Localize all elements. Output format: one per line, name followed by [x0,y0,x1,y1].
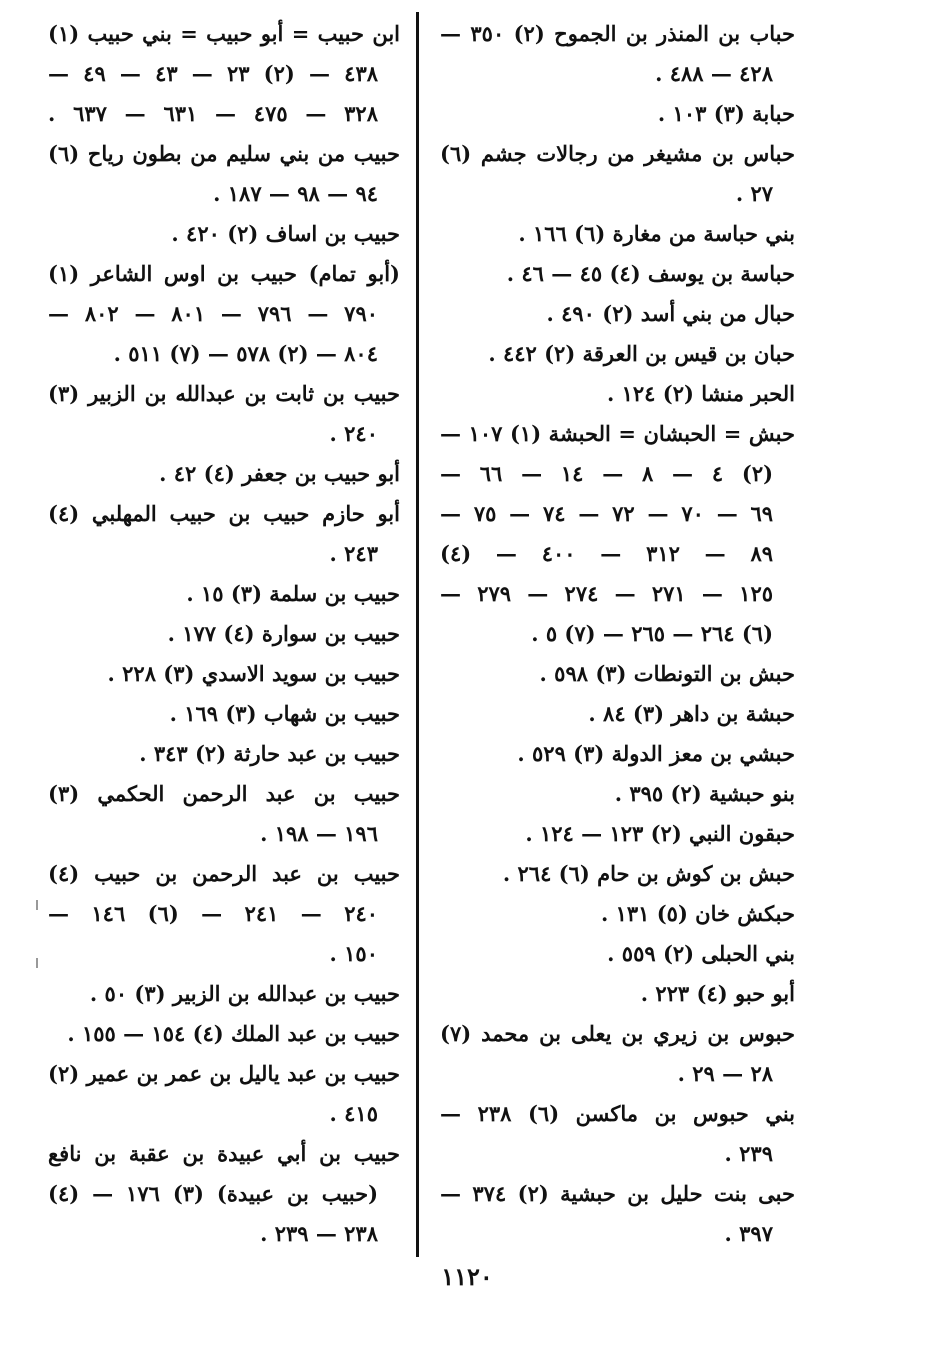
index-entry: حبشة بن داهر (٣) ٨٤ . [588,701,795,726]
index-entry: حباب بن المنذر بن الجموح (٢) ٣٥٠ — [440,21,795,46]
index-entry-continuation: ٦٩ — ٧٠ — ٧٢ — ٧٤ — ٧٥ — [440,501,774,526]
index-entry: حبيب من بني سليم من بطون رياح (٦) [48,141,400,166]
index-entry-continuation: ٨٩ — ٣١٢ — ٤٠٠ — (٤) [440,541,773,566]
index-entry-continuation: ٢٤٠ — ٢٤١ — (٦) ١٤٦ — [48,901,379,926]
index-entry: حبيب بن عبد حارثة (٢) ٣٤٣ . [139,741,400,766]
index-entry: حبيب بن ثابت بن عبدالله بن الزبير (٣) [48,381,400,406]
index-entry: حبيب بن عبد الرحمن بن حبيب (٤) [48,861,400,886]
column-divider [416,12,419,1257]
index-entry-continuation: ٢٧ . [735,181,773,206]
index-entry: حبش بن التونطات (٣) ٥٩٨ . [539,661,795,686]
index-entry-continuation: ٣٩٧ . [724,1221,773,1246]
index-entry: حبيب بن سوارة (٤) ١٧٧ . [167,621,400,646]
index-entry: حبيب بن أبي عبيدة بن عقبة بن نافع [48,1141,400,1166]
index-entry-continuation: ٩٤ — ٩٨ — ١٨٧ . [213,181,378,206]
left-index-column [48,14,400,1254]
index-entry-continuation: (٢) ٤ — ٨ — ١٤ — ٦٦ — [440,461,774,486]
page-number: ١١٢٠ [441,1262,493,1291]
index-entry: حبيب بن عبد الملك (٤) ١٥٤ — ١٥٥ . [67,1021,400,1046]
index-entry-continuation: ٨٠٤ — (٢) ٥٧٨ — (٧) ٥١١ . [113,341,378,366]
index-entry-continuation: (٦) ٢٦٤ — ٢٦٥ — (٧) ٥ . [531,621,773,646]
index-entry: حبيب بن عبد الرحمن الحكمي (٣) [48,781,400,806]
index-entry: أبو حبو (٤) ٢٢٣ . [640,981,795,1006]
index-entry-continuation: ٤١٥ . [329,1101,378,1126]
index-entry: حبشي بن معز الدولة (٣) ٥٢٩ . [517,741,795,766]
right-index-column [440,14,795,1254]
index-entry: ابن حبيب = أبو حبيب = بني حبيب (١) [48,21,400,46]
index-entry: بنو حبشية (٢) ٣٩٥ . [614,781,795,806]
index-entry-continuation: ٤٢٨ — ٤٨٨ . [655,61,773,86]
index-entry: حبوس بن زيري بن يعلى بن محمد (٧) [440,1021,795,1046]
index-entry-continuation: ٧٩٠ — ٧٩٦ — ٨٠١ — ٨٠٢ — [48,301,379,326]
index-entry-continuation: ١٩٦ — ١٩٨ . [260,821,378,846]
index-entry: حبان بن قيس بن العرقة (٢) ٤٤٢ . [488,341,795,366]
index-entry: حبقون النبي (٢) ١٢٣ — ١٢٤ . [525,821,795,846]
index-entry: حبش بن كوش بن حام (٦) ٢٦٤ . [502,861,795,886]
index-entry-continuation: (حبيب بن عبيدة) (٣) ١٧٦ — (٤) [48,1181,379,1206]
index-entry: حبيب بن عبد ياليل بن عمر بن عمير (٢) [48,1061,400,1086]
index-entry-continuation: ٢٨ — ٢٩ . [677,1061,773,1086]
index-entry: الحبر منشا (٢) ١٢٤ . [607,381,795,406]
index-entry: حبيب بن اساف (٢) ٤٢٠ . [171,221,400,246]
index-entry-continuation: ٣٢٨ — ٤٧٥ — ٦٣١ — ٦٣٧ . [48,101,378,126]
index-entry: حبال من بني أسد (٢) ٤٩٠ . [546,301,795,326]
index-entry-continuation: ٢٤٠ . [329,421,378,446]
index-entry: حبيب بن سويد الاسدي (٣) ٢٢٨ . [107,661,400,686]
index-entry-continuation: ١٥٠ . [329,941,378,966]
index-entry: بني حبوس بن ماكسن (٦) ٢٣٨ — [440,1101,795,1126]
index-entry: أبو حازم حبيب بن حبيب المهلبي (٤) [48,501,400,526]
index-entry: حبيب بن عبدالله بن الزبير (٣) ٥٠ . [89,981,400,1006]
index-entry: حباس بن مشيغر من رجالات جشم (٦) [440,141,795,166]
scan-mark [36,958,38,968]
index-entry: حبابة (٣) ١٠٣ . [657,101,795,126]
index-entry-continuation: ١٢٥ — ٢٧١ — ٢٧٤ — ٢٧٩ — [440,581,774,606]
index-entry: (أبو تمام) حبيب بن اوس الشاعر (١) [48,261,400,286]
index-entry: حبيب بن سلمة (٣) ١٥ . [186,581,400,606]
index-entry-continuation: ٤٣٨ — (٢) ٢٣ — ٤٣ — ٤٩ — [48,61,379,86]
index-entry: حبش = الحبشان = الحبشة (١) ١٠٧ — [440,421,795,446]
scan-mark [36,900,38,910]
index-entry-continuation: ٢٤٣ . [329,541,378,566]
index-entry: حباسة بن يوسف (٤) ٤٥ — ٤٦ . [506,261,795,286]
index-entry: بني الحبلى (٢) ٥٥٩ . [607,941,795,966]
index-entry: بني حباسة من مغارة (٦) ١٦٦ . [518,221,795,246]
index-entry: حبيب بن شهاب (٣) ١٦٩ . [169,701,400,726]
index-entry: حبكش خان (٥) ١٣١ . [600,901,795,926]
index-entry-continuation: ٢٣٩ . [724,1141,773,1166]
index-entry: حبى بنت حليل بن حبشية (٢) ٣٧٤ — [440,1181,795,1206]
index-entry: أبو حبيب بن جعفر (٤) ٤٢ . [159,461,400,486]
index-entry-continuation: ٢٣٨ — ٢٣٩ . [260,1221,378,1246]
